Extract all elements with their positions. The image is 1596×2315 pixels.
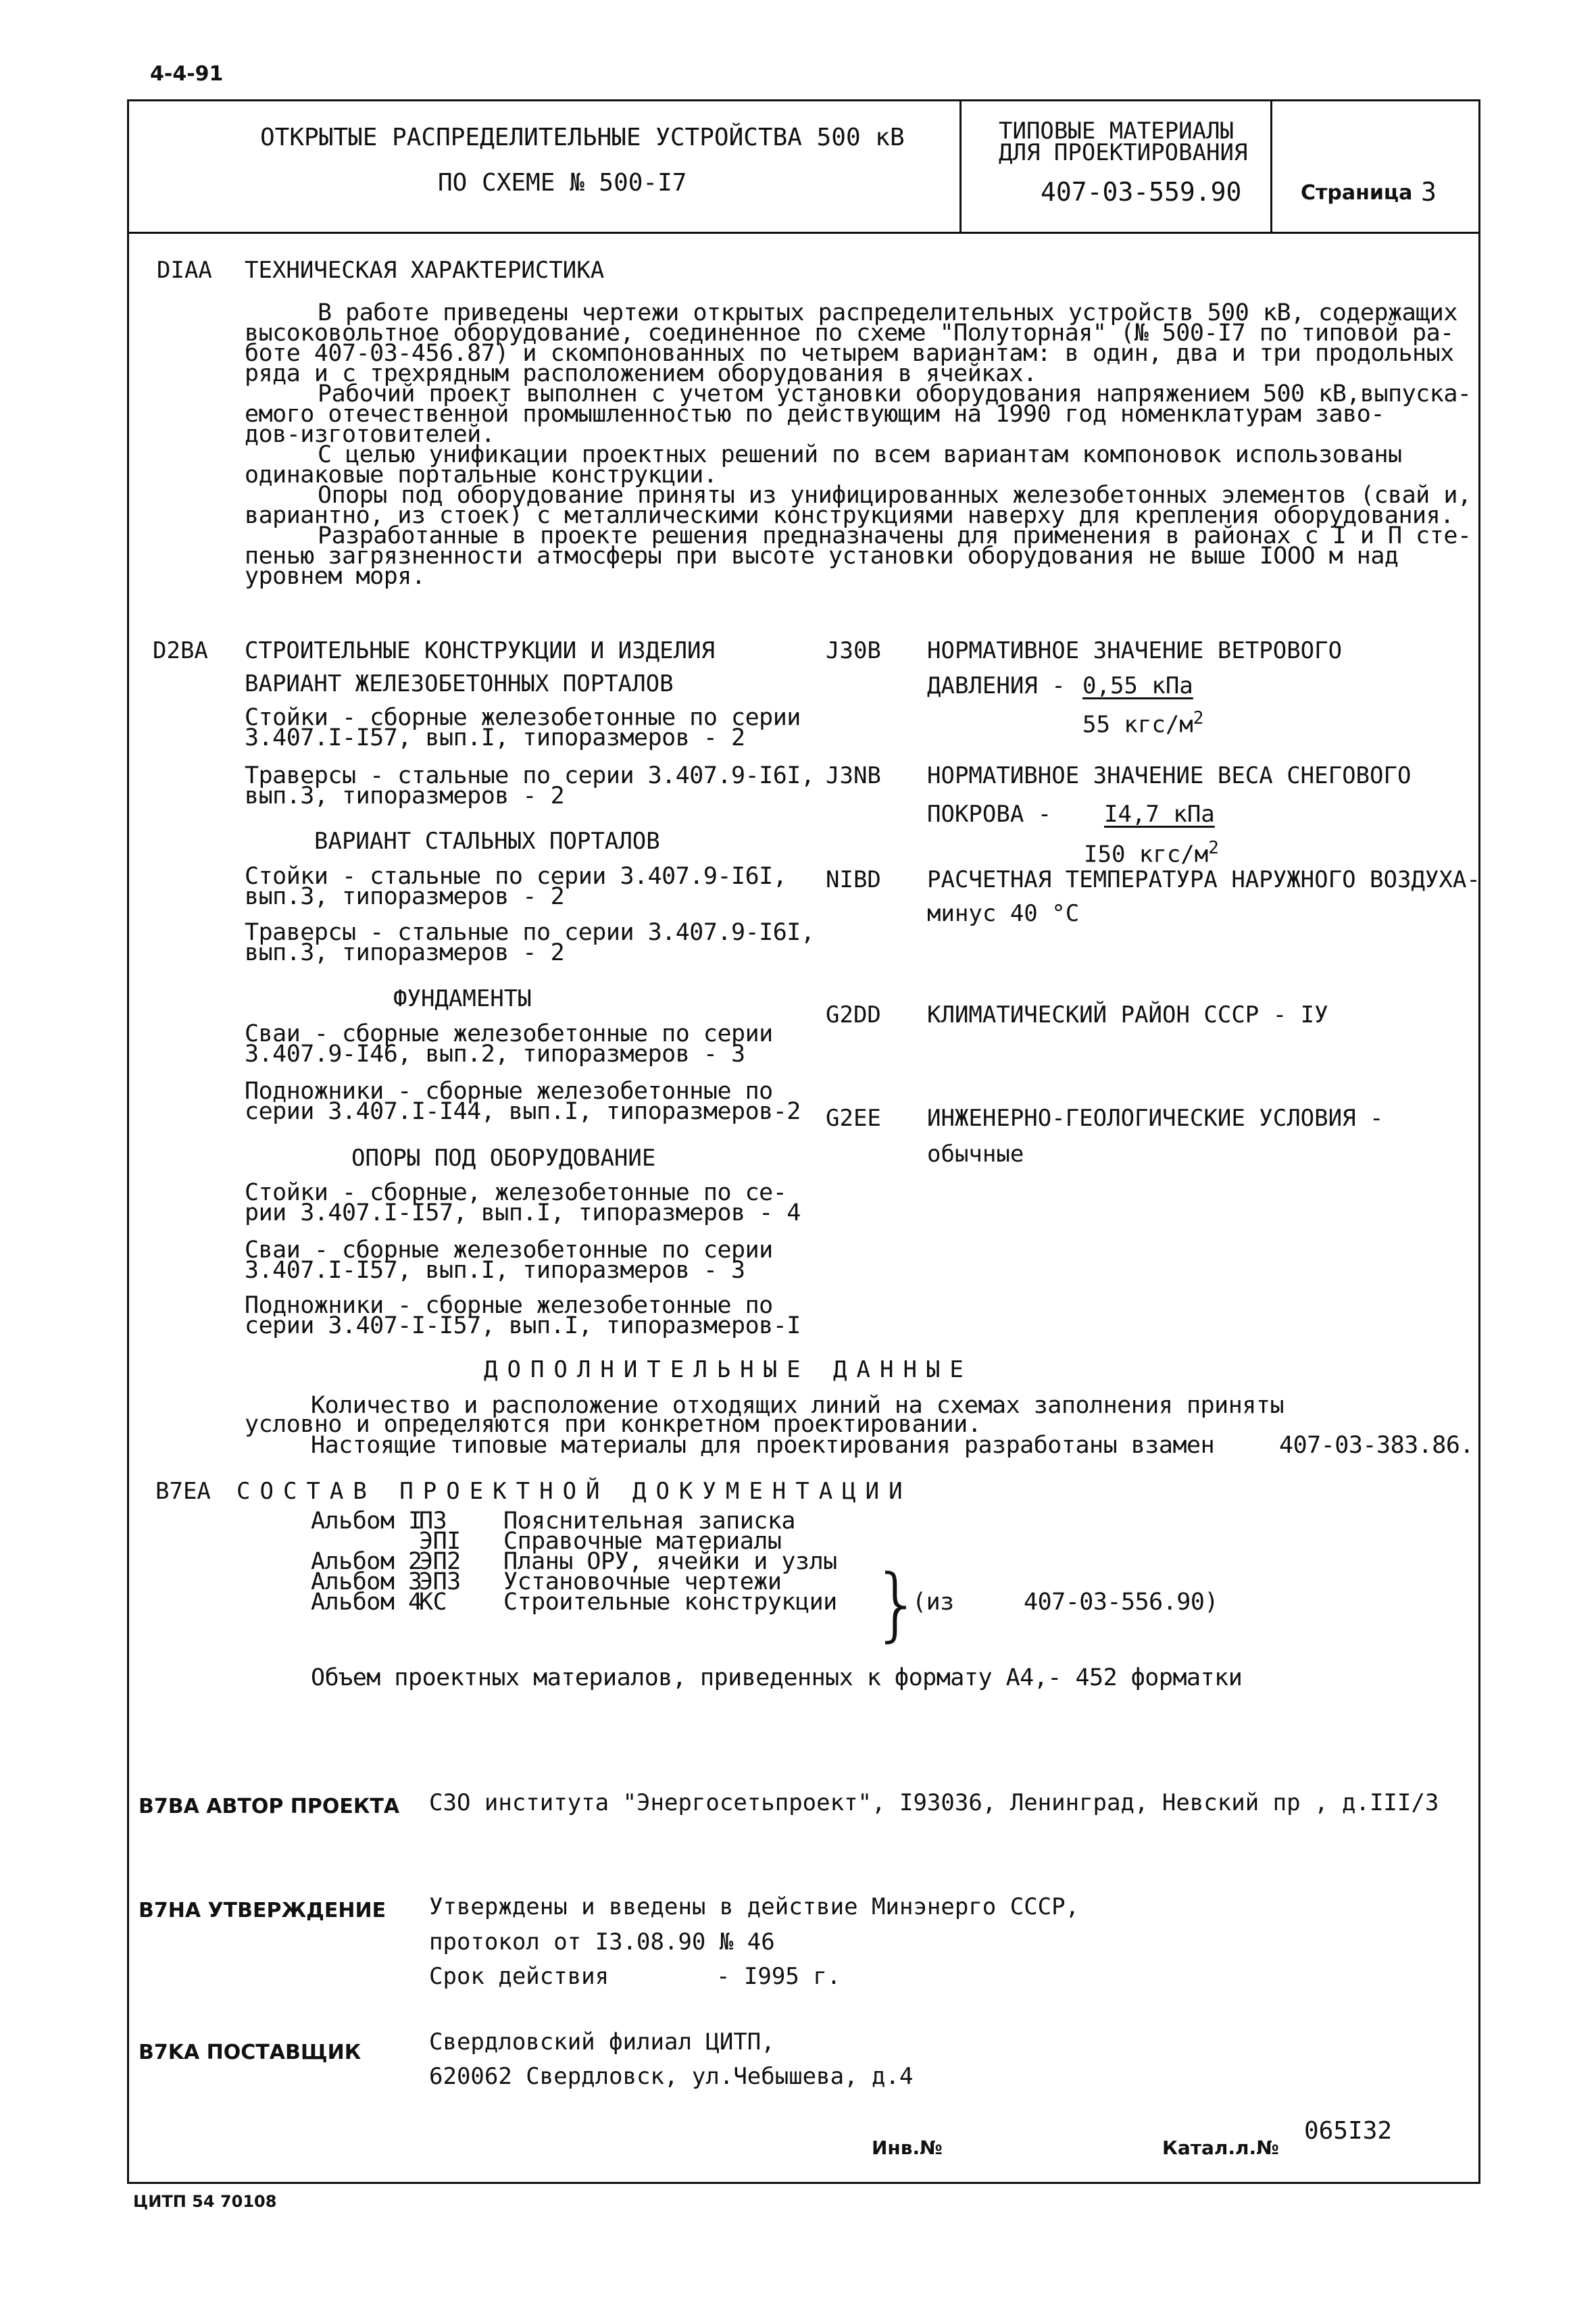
support-item-line: Сваи - сборные железобетонные по серии (245, 1237, 773, 1264)
header-title-line2: ПО СХЕМЕ № 500-I7 (438, 169, 687, 197)
docs-heading: СОСТАВ ПРОЕКТНОЙ ДОКУМЕНТАЦИИ (236, 1478, 912, 1505)
square-superscript: 2 (1208, 838, 1219, 858)
variant-steel-heading: ВАРИАНТ СТАЛЬНЫХ ПОРТАЛОВ (314, 828, 660, 855)
volume-text: Объем проектных материалов, приведенных к формату А4,- 452 форматки (311, 1664, 1243, 1691)
additional-line2: условно и определяются при конкретном проектировании. (245, 1411, 982, 1438)
from-label: (из (912, 1589, 954, 1616)
author-text: СЗО института "Энергосетьпроект", I93036, Ленинград, Невский пр , д.III/3 (429, 1789, 1439, 1816)
docs-row (311, 1589, 837, 1616)
section-code-g2dd: G2DD (826, 1001, 881, 1028)
section-code-j30b: J30B (826, 637, 881, 664)
snow-kgs (1084, 835, 1219, 868)
supports-heading: ОПОРЫ ПОД ОБОРУДОВАНИЕ (351, 1145, 656, 1172)
album-label: Альбом 2 (311, 1548, 422, 1575)
temp-unit: °С (1051, 900, 1080, 927)
page-label: Страница (1301, 181, 1413, 205)
tech-line: вариантно, из стоек) с металлическими конструкциями наверху для крепления оборудования. (245, 502, 1454, 529)
from-number: 407-03-556.90) (1024, 1589, 1219, 1616)
right-brace-icon: } (872, 1557, 923, 1650)
foundation-item-line: Подножники - сборные железобетонные по (245, 1078, 773, 1105)
tech-line: Рабочий проект выполнен с учетом установки оборудования напряжением 500 кВ,выпуска- (318, 380, 1472, 407)
wind-kpa: 0,55 кПа (1082, 672, 1193, 699)
rc-item-line: Стойки - сборные железобетонные по серии (245, 704, 801, 731)
header-doc-number: 407-03-559.90 (1041, 177, 1242, 207)
tech-heading: ТЕХНИЧЕСКАЯ ХАРАКТЕРИСТИКА (245, 257, 605, 284)
supplier-line2: 620062 Свердловск, ул.Чебышева, д.4 (429, 2063, 914, 2090)
doc-name: Планы ОРУ, ячейки и узлы (503, 1548, 837, 1575)
rc-item-line: вып.3, типоразмеров - 2 (245, 782, 565, 810)
section-code-d2ba: D2BA (153, 637, 208, 664)
section-code-g2ee: G2EE (826, 1105, 881, 1132)
section-code-j3nb: J3NB (826, 762, 881, 789)
supplier-label: B7KA ПОСТАВЩИК (139, 2041, 361, 2064)
tech-line: емого отечественной промышленностью по действующим на 1990 год номенклатурам заво- (245, 401, 1385, 428)
header-series-line1: ТИПОВЫЕ МАТЕРИАЛЫ (999, 118, 1234, 145)
tech-line: уровнем моря. (245, 563, 426, 590)
album-label: Альбом I (311, 1508, 422, 1535)
region-text: КЛИМАТИЧЕСКИЙ РАЙОН СССР - IУ (927, 1001, 1328, 1028)
support-item (245, 1179, 801, 1226)
doc-name: Строительные конструкции (503, 1589, 837, 1616)
album-label: Альбом 4 (311, 1589, 422, 1616)
additional-heading: ДОПОЛНИТЕЛЬНЫЕ ДАННЫЕ (484, 1356, 973, 1383)
variant-rc-heading: ВАРИАНТ ЖЕЛЕЗОБЕТОННЫХ ПОРТАЛОВ (245, 670, 674, 697)
tech-line: Опоры под оборудование приняты из унифицированных железобетонных элементов (свай и, (318, 482, 1472, 509)
foundation-item (245, 1020, 773, 1068)
tech-line: боте 407-03-456.87) и скомпонованных по четырем вариантам: в один, два и три продольных (245, 340, 1454, 367)
steel-item (245, 919, 815, 966)
doc-name: Справочные материалы (503, 1528, 782, 1555)
wind-label: ДАВЛЕНИЯ - (927, 672, 1066, 699)
steel-item-line: Стойки - стальные по серии 3.407.9-I6I, (245, 863, 787, 890)
foundation-item-line: 3.407.9-I46, вып.2, типоразмеров - 3 (245, 1041, 745, 1068)
steel-item (245, 863, 787, 910)
doc-mark: ЭП3 (419, 1568, 461, 1595)
geo-value: обычные (927, 1141, 1024, 1168)
doc-name: Пояснительная записка (503, 1508, 796, 1535)
tech-line: дов-изготовителей. (245, 421, 495, 448)
approval-term-value: - I995 г. (716, 1963, 841, 1990)
doc-name: Установочные чертежи (503, 1568, 782, 1595)
approval-label: B7HA УТВЕРЖДЕНИЕ (139, 1899, 386, 1922)
page-number: 3 (1421, 177, 1437, 207)
construction-heading: СТРОИТЕЛЬНЫЕ КОНСТРУКЦИИ И ИЗДЕЛИЯ (245, 637, 715, 664)
support-item-line: 3.407.I-I57, вып.I, типоразмеров - 3 (245, 1257, 745, 1284)
header-series-line2: ДЛЯ ПРОЕКТИРОВАНИЯ (999, 139, 1248, 166)
rc-item (245, 762, 815, 810)
replaced-number: 407-03-383.86. (1279, 1432, 1474, 1459)
tech-line: С целью унификации проектных решений по всем вариантам компоновок использованы (318, 441, 1402, 468)
support-item-line: рии 3.407.I-I57, вып.I, типоразмеров - 4 (245, 1199, 801, 1226)
header-divider (127, 232, 1480, 234)
rc-item-line: 3.407.I-I57, вып.I, типоразмеров - 2 (245, 724, 745, 751)
steel-item-line: вып.3, типоразмеров - 2 (245, 939, 565, 966)
tech-paragraph (245, 299, 1472, 590)
rc-item (245, 704, 801, 751)
support-item (245, 1292, 801, 1339)
additional-line1: Количество и расположение отходящих линий на схемах заполнения приняты (311, 1392, 1285, 1419)
album-label: Альбом 3 (311, 1568, 422, 1595)
wind-kgs (1082, 705, 1203, 738)
tech-line: высоковольтное оборудование, соединенное по схеме "Полуторная" (№ 500-I7 по типовой ра- (245, 320, 1454, 347)
section-code-b7ea: B7EA (155, 1478, 211, 1505)
temp-number: минус 40 (927, 900, 1038, 927)
approval-line2: протокол от I3.08.90 № 46 (429, 1928, 775, 1956)
doc-mark: ЭПI (419, 1528, 461, 1555)
inventory-label: Инв.№ (872, 2137, 943, 2159)
section-code-nibd: NIBD (826, 866, 881, 893)
wind-title: НОРМАТИВНОЕ ЗНАЧЕНИЕ ВЕТРОВОГО (927, 637, 1343, 664)
tech-line: В работе приведены чертежи открытых распределительных устройств 500 кВ, содержащих (318, 299, 1457, 326)
steel-item-line: Траверсы - стальные по серии 3.407.9-I6I, (245, 919, 815, 946)
approval-term-label: Срок действия (429, 1963, 609, 1990)
tech-line: ряда и с трехрядным расположением оборудования в ячейках. (245, 360, 1037, 387)
support-item-line: Стойки - сборные, железобетонные по се- (245, 1179, 787, 1206)
snow-label: ПОКРОВА - (927, 801, 1052, 828)
approval-line1: Утверждены и введены в действие Минэнерго СССР, (429, 1893, 1080, 1920)
foundations-heading: ФУНДАМЕНТЫ (393, 985, 532, 1012)
author-label: B7BA АВТОР ПРОЕКТА (139, 1795, 400, 1818)
section-code-diaa: DIAA (157, 257, 212, 284)
temp-title: РАСЧЕТНАЯ ТЕМПЕРАТУРА НАРУЖНОГО ВОЗДУХА- (927, 866, 1480, 893)
square-superscript: 2 (1193, 708, 1204, 728)
rc-item-line: Траверсы - стальные по серии 3.407.9-I6I, (245, 762, 815, 789)
support-item-line: серии 3.407-I-I57, вып.I, типоразмеров-I (245, 1312, 801, 1339)
supplier-line1: Свердловский филиал ЦИТП, (429, 2028, 775, 2056)
header-column-divider-1 (959, 99, 962, 233)
snow-kpa: I4,7 кПа (1104, 801, 1215, 828)
support-item-line: Подножники - сборные железобетонные по (245, 1292, 773, 1319)
foundation-item-line: Сваи - сборные железобетонные по серии (245, 1020, 773, 1047)
doc-mark: КС (419, 1589, 447, 1616)
steel-item-line: вып.3, типоразмеров - 2 (245, 883, 565, 910)
temp-value (927, 900, 1079, 927)
doc-mark: ЭП2 (419, 1548, 461, 1575)
header-title-line1: ОТКРЫТЫЕ РАСПРЕДЕЛИТЕЛЬНЫЕ УСТРОЙСТВА 500 кВ (260, 124, 905, 151)
wind-kgs-value: 55 кгс/м (1082, 711, 1193, 739)
snow-title: НОРМАТИВНОЕ ЗНАЧЕНИЕ ВЕСА СНЕГОВОГО (927, 762, 1412, 789)
tech-line: одинаковые портальные конструкции. (245, 462, 718, 489)
geo-text: ИНЖЕНЕРНО-ГЕОЛОГИЧЕСКИЕ УСЛОВИЯ - (927, 1105, 1384, 1132)
catalog-label: Катал.л.№ (1162, 2137, 1279, 2159)
tech-line: Разработанные в проекте решения предназначены для применения в районах с I и П сте- (318, 522, 1472, 549)
foundation-item (245, 1078, 801, 1125)
snow-kgs-value: I50 кгс/м (1084, 841, 1209, 868)
printer-code: ЦИТП 54 70108 (133, 2192, 277, 2211)
corner-code: 4-4-91 (150, 62, 224, 86)
support-item (245, 1237, 773, 1284)
header-column-divider-2 (1270, 99, 1272, 233)
doc-mark: ПЗ (419, 1508, 447, 1535)
foundation-item-line: серии 3.407.I-I44, вып.I, типоразмеров-2 (245, 1098, 801, 1125)
additional-line3: Настоящие типовые материалы для проектирования разработаны взамен (311, 1432, 1215, 1459)
catalog-number: 065I32 (1304, 2117, 1393, 2145)
tech-line: пенью загрязненности атмосферы при высоте установки оборудования не выше IOOO м над (245, 543, 1399, 570)
